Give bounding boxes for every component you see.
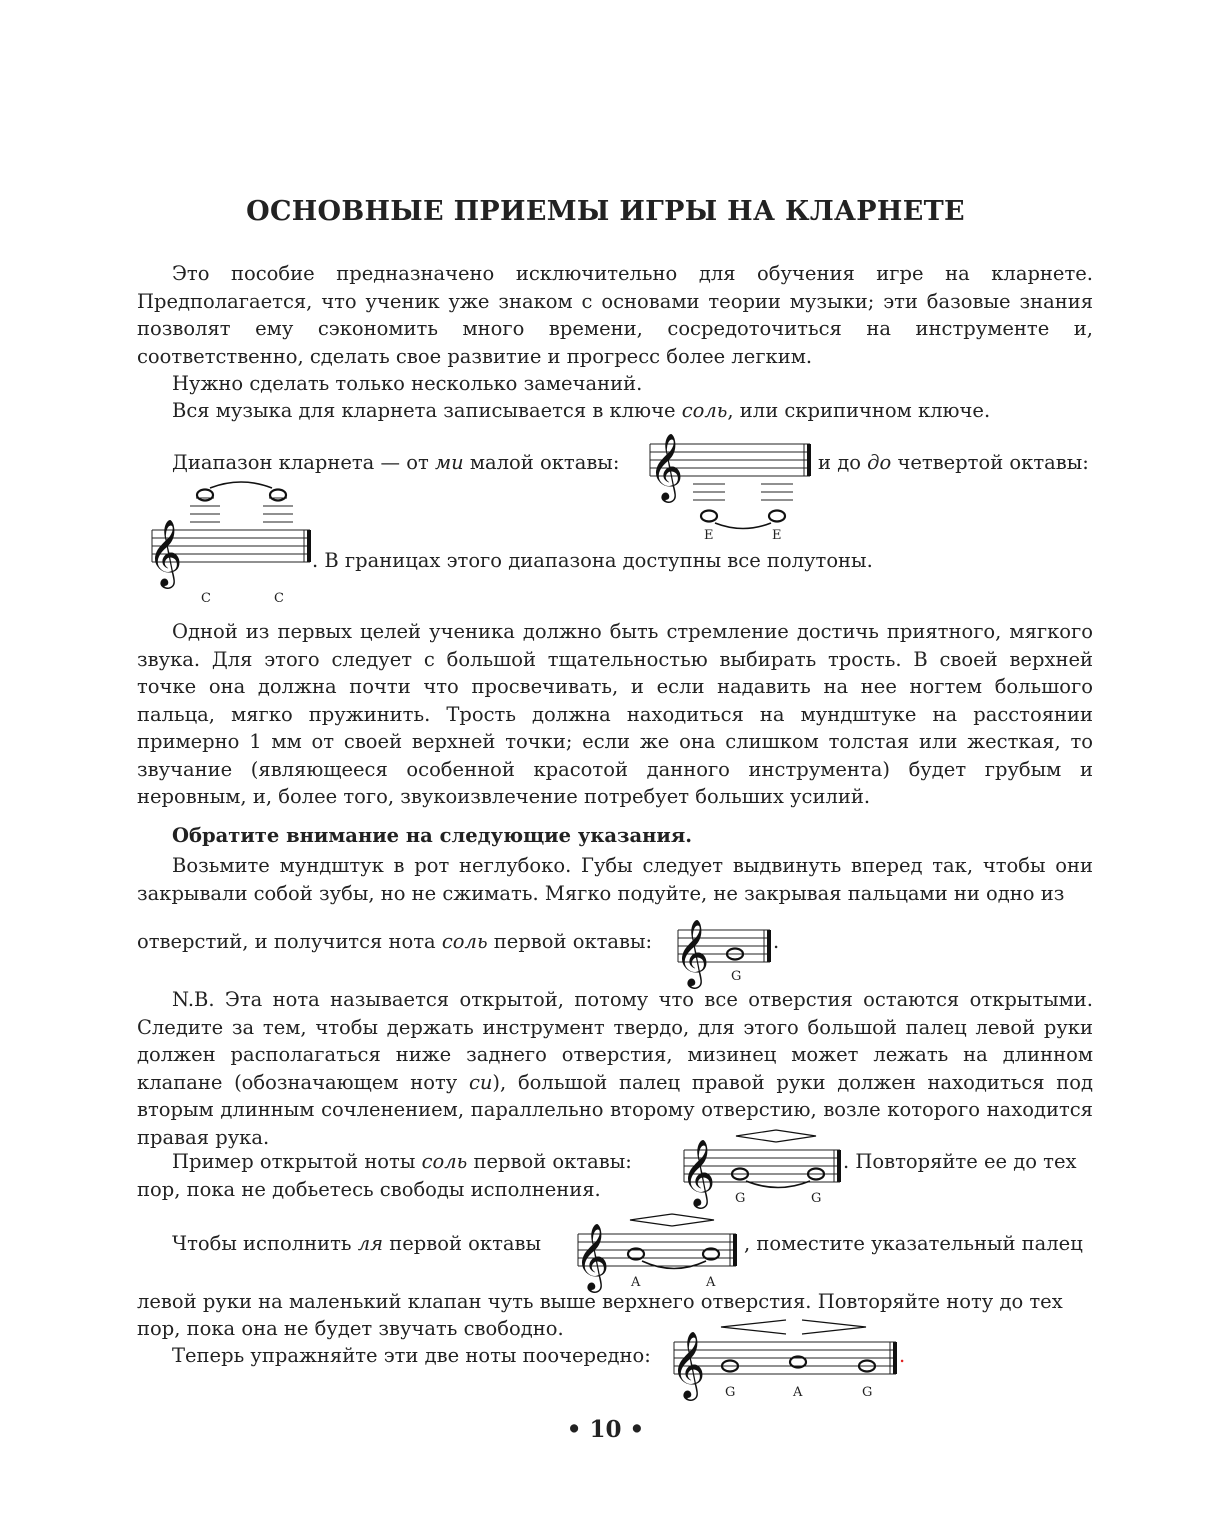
page-number: • 10 • — [566, 1416, 645, 1443]
a-note-line: Чтобы исполнить ля первой октавы — [172, 1232, 542, 1255]
open-g-tail: . Повторяйте ее до тех — [843, 1150, 1077, 1173]
tie-icon — [715, 523, 771, 529]
treble-clef-icon: 𝄞 — [675, 918, 710, 986]
dynamics-hairpin-icon — [736, 1130, 816, 1142]
nb-paragraph: N.B. Эта нота называется открытой, потому что все отверстия остаются открытыми. Следите за тем, чтобы держать инструмент твердо, для этого большой палец левой руки должен располагаться ниже заднего отверстия, мизинец может лежать на длинном клапане (обозначающем ноту си), большой палец правой руки должен находиться под вторым длинным сочленением, параллельно второму отверстию, возле которого находится правая рука. — [137, 988, 1093, 1149]
a-note-staff — [570, 1208, 746, 1292]
treble-clef-icon: 𝄞 — [148, 518, 183, 586]
open-g-example-staff — [676, 1124, 848, 1208]
a-note-tail: , поместите указательный палец — [744, 1232, 1083, 1255]
alternate-end-dot: . — [899, 1344, 906, 1367]
high-range-staff — [140, 482, 316, 612]
treble-clef-icon: 𝄞 — [681, 1138, 716, 1206]
range-text-start: Диапазон кларнета — от ми малой октавы: — [172, 451, 620, 474]
note-label: G — [731, 969, 742, 984]
alternate-staff — [666, 1316, 906, 1400]
note-label: G — [735, 1191, 746, 1206]
diminuendo-hairpin-icon — [802, 1320, 866, 1334]
tie-icon — [210, 482, 272, 488]
note-label: G — [862, 1385, 873, 1400]
open-g-line2: пор, пока не добьетесь свободы исполнения. — [137, 1178, 601, 1201]
mouthpiece-paragraph: Возьмите мундштук в рот неглубоко. Губы следует выдвинуть вперед так, чтобы они закрывали собой зубы, но не сжимать. Мягко подуйте, не закрывая пальцами ни одно из — [137, 854, 1093, 905]
treble-clef-icon: 𝄞 — [575, 1222, 610, 1290]
holes-end: . — [773, 930, 780, 953]
intro-paragraph: Это пособие предназначено исключительно для обучения игре на кларнете. Предполагается, что ученик уже знаком с основами теории музыки; эти базовые знания позволят ему сэкономить много времени, сосредоточиться на инструменте и, соответственно, сделать свое развитие и прогресс более легким. — [137, 262, 1093, 368]
open-g-line: Пример открытой ноты соль первой октавы: — [172, 1150, 632, 1173]
range-tail: . В границах этого диапазона доступны все полутоны. — [312, 549, 873, 572]
whole-note-icon — [769, 511, 785, 522]
whole-note-icon — [270, 490, 286, 501]
low-range-staff — [645, 428, 815, 548]
crescendo-hairpin-icon — [721, 1320, 786, 1334]
alternate-line: Теперь упражняйте эти две ноты поочередно: — [172, 1344, 651, 1367]
note-label: A — [706, 1275, 716, 1290]
a-note-line3: пор, пока она не будет звучать свободно. — [137, 1317, 564, 1340]
note-label: E — [772, 528, 782, 543]
page-title: ОСНОВНЫЕ ПРИЕМЫ ИГРЫ НА КЛАРНЕТЕ — [246, 196, 965, 227]
treble-clef-icon: 𝄞 — [649, 432, 684, 500]
treble-clef-icon: 𝄞 — [671, 1330, 706, 1398]
note-label: G — [725, 1385, 736, 1400]
note-label: E — [704, 528, 714, 543]
note-label: G — [811, 1191, 822, 1206]
tie-icon — [642, 1261, 706, 1269]
clef-line: Вся музыка для кларнета записывается в ключе соль, или скрипичном ключе. — [172, 399, 991, 422]
reed-paragraph: Одной из первых целей ученика должно быть стремление достичь приятного, мягкого звука. Для этого следует с большой тщательностью выбирать трость. В своей верхней точке она должна почти что просвечивать, и если надавить на нее ногтем большого пальца, мягко пружинить. Трость должна находиться на мундштуке на расстоянии примерно 1 мм от своей верхней точки; если же она слишком толстая или жесткая, то звучание (являющееся особенной красотой данного инструмента) будет грубым и неровным, и, более того, звукоизвлечение потребует больших усилий. — [137, 620, 1093, 808]
a-note-line2: левой руки на маленький клапан чуть выше верхнего отверстия. Повторяйте ноту до тех — [137, 1290, 1063, 1313]
whole-note-icon — [197, 490, 213, 501]
remarks-line: Нужно сделать только несколько замечаний. — [172, 372, 643, 395]
range-text-mid: и до до четвертой октавы: — [818, 451, 1089, 474]
note-label: A — [793, 1385, 803, 1400]
dynamics-hairpin-icon — [630, 1214, 714, 1226]
note-label: A — [631, 1275, 641, 1290]
holes-line: отверстий, и получится нота соль первой октавы: — [137, 930, 653, 953]
note-label: C — [201, 591, 211, 606]
note-label: C — [274, 591, 284, 606]
open-g-staff — [670, 910, 780, 984]
whole-note-icon — [701, 511, 717, 522]
attention-heading: Обратите внимание на следующие указания. — [172, 824, 693, 847]
